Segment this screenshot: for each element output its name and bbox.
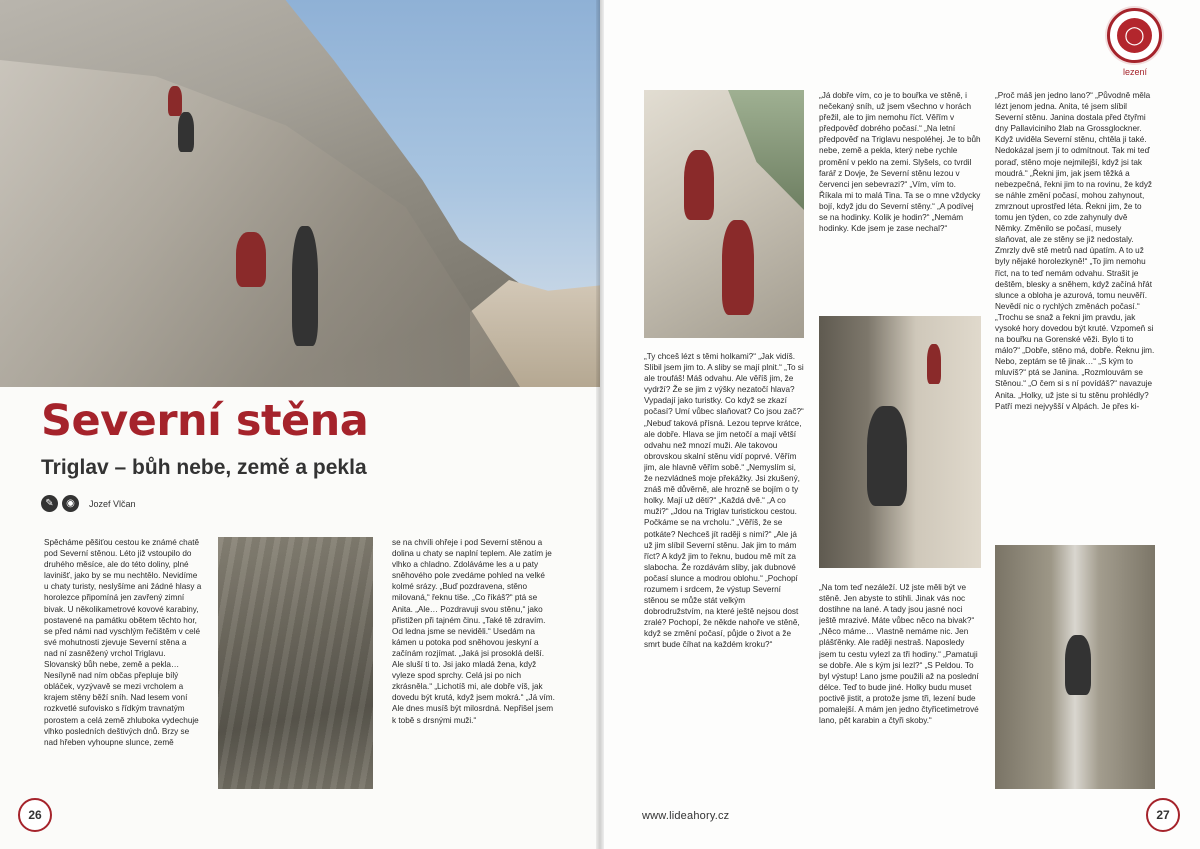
page-right xyxy=(600,0,1200,849)
carabiner-icon: ◯ xyxy=(1117,18,1152,53)
climber-figure xyxy=(168,86,182,116)
photo-climber-between-rocks xyxy=(995,545,1155,789)
text-column-right-2 xyxy=(819,90,981,306)
article-title: Severní stěna xyxy=(41,396,369,446)
byline xyxy=(41,495,136,512)
climber-figure xyxy=(236,232,266,287)
climber-figure xyxy=(927,344,941,384)
climber-figure xyxy=(1065,635,1091,695)
pen-icon: ✎ xyxy=(41,495,58,512)
website-url: www.lideahory.cz xyxy=(642,810,730,822)
body-text: Spěcháme pěšiťou cestou ke známé chatě pod Severní stěnou. Léto již vstoupilo do druhého měsíce, ale do této doliny, plné lavinišť, jako by se mu nechtělo. Nevidíme u chaty turisty, neslyšíme ani žádné hlasy a horolezce připomíná jen zavřený zimní bivak. U několikametrové kovové karabiny, postavené na památku obětem těchto hor, se před námi nad vyschlým řečištěm v celé své mohutnosti zjevuje Severní stěna a nad ní zasněžený vrchol Triglavu. Slovanský bůh nebe, země a pekla… Nesílyně nad ním občas přepluje bílý obláček, vyzývavě se mezi vrcholem a krajem stěny běží sníh. Nad lesem voní rozkvetlé sufovisko s řídkým travnatým porostem a celá země zhluboka vydechuje vlhko posledních deštivých dnů. Brzy se nad hřeben vyhoupne slunce, země xyxy=(44,538,202,747)
climber-figure xyxy=(292,226,318,346)
photo-rock-wall xyxy=(218,537,373,789)
photo-climbers-in-chimney xyxy=(819,316,981,568)
section-label: lezení xyxy=(1122,67,1148,77)
text-column-right-1 xyxy=(644,351,804,799)
spread-gutter xyxy=(596,0,604,849)
camera-icon: ◉ xyxy=(62,495,79,512)
text-column-right-3 xyxy=(819,582,981,794)
climber-figure xyxy=(722,220,754,315)
body-text: „Proč máš jen jedno lano?“ „Původně měla lézt jenom jedna. Anita, té jsem slíbil Severní stěnu. Janina dostala před čtyřmi dny Pallavicinihо žlab na Grossglockner. Když uviděla Severní stěnu, chtěla ji také. Nedokázal jsem jí to odmítnout. Tak mi teď poraď, stěno moje nejmilejší, když jsi tak moudrá.“ „Řekni jim, jak jsem těžká a nebezpečná, řekni jim to na rovinu, že když se náhle změní počasí, mohou zahynout, zmrznout uprostřed léta. Řekni jim, že to tomu jen týden, co zde zahynuly dvě Němky. Změnilo se počasí, musely slaňovat, ale ze stěny se již nedostaly. Zmrzly dvě stě metrů nad úpatím. A to už byly nějaké horolezkyně!“ „To jim nemohu říct, na to teď nemám odvahu. Strašit je deštěm, blesky a sněhem, když začíná hřát slunce a obloha je azurová, tomu neuvěří. Nevědí nic o rychlých změnách počasí.“ „Trochu se snaž a řekni jim pravdu, jak vysoké hory dovedou být kruté. Vzpomeň si na bouřku na Gorenské věži. Bylo ti to málo?“ „Dobře, stěno má, dobře. Řeknu jim. Nebo, zeptám se tě jinak…“ „S kým to mluvíš?“ ptá se Janina. „Rozmlouvám se Stěnou.“ „O čem si s ní povídáš?“ navazuje Anita. „Holky, už jste si tu stěnu prohlédly? Patří mezi nejvyšší v Alpách. Je přes ki- xyxy=(995,91,1155,411)
body-text: „Na tom teď nezáleží. Už jste měli být ve stěně. Jen abyste to stihli. Jinak vás noc dostihne na lané. A tady jsou jasné noci ještě mrazivé. Máte vůbec něco na bivak?“ „Něco máme… Vlastně nemáme nic. Jen plášťěnky. Ale raději nestraš. Naposledy jsem tu cestu vylezl za tři hodiny.“ „Pamatuji se dobře. Ale s kým jsi lezl?“ „S Peldou. To byl výstup! Lano jsme použili až na poslední délce. Teď to bude jiné. Holky budu muset poctivě jistit, a protože jsme tři, lezení bude pomalejší. A mám jen jedno čtyřicetimetrové lano, pět karabin a čtyři skoby.“ xyxy=(819,583,979,726)
body-text: „Ty chceš lézt s těmi holkami?“ „Jak vidíš. Slíbil jsem jim to. A sliby se mají plnit.“ „To si ale troufáš! Máš odvahu. Ale věříš jim, že vydrží? Že se jim z výšky nezatočí hlava? Vypadají jako turistky. Co když se zkazí počasí? Umí vůbec slaňovat? Co jsou zač?“ „Nebuď taková přísná. Lezou teprve krátce, ale dobře. Hlava se jim netočí a mají větší odvahu než mnozí muži. Ale takovou obrovskou skalní stěnu vidí poprvé. Věřím jim, ale hlavně věřím sobě.“ „Nemyslím si, že nezvládneš moje překážky. Jsi zkušený, znáš mě důvěrně, ale hrozně se bojím o ty holky. Mají už děti?“ „Každá dvě.“ „A co muži?“ „Jdou na Triglav turistickou cestou. Počkáme se na vrcholu.“ „Věříš, že se potkáte? Nechceš jít raději s nimi?“ „Ale já už jim slíbil Severní stěnu. Jak jim to mám říct? A když jim to řeknu, budou mě mít za slabocha. Že rozdávám sliby, jak dubnové počasí slunce a modrou oblohu.“ „Pochopí rozumem i srdcem, že výstup Severní stěnou se může stát velkým dobrodružstvím, na které ještě nejsou dost zralé? Pochopí, že někde nahoře ve stěně, když se změní počasí, půjde o život a že smrt bude číhat na každém kroku?“ xyxy=(644,352,804,650)
author-name: Jozef Vlčan xyxy=(89,498,136,509)
text-column-right-4 xyxy=(995,90,1155,538)
climber-figure xyxy=(178,112,194,152)
body-text: „Já dobře vím, co je to bouřka ve stěně, i nečekaný sníh, už jsem všechno v horách přežil, ale to jim nemohu říct. Věřím v předpověď dobrého počasí.“ „Na letní předpověď na Triglavu nespoléhej. Je to bůh nebe, země a pekla, který nebe rychle promění v peklo na zemi. Slyšels, co tvrdil farář z Dovje, že Severní stěnu lezou v červenci jen sebevrazi?“ „Vím, vím to. Říkala mi to malá Tina. Ta se o mne vždycky bojí, když jdu do Severní stěny.“ „A podívej se na hodinky. Kolik je hodin?“ „Nemám hodinky. Kde jsem je zase nechal?“ xyxy=(819,91,981,234)
text-column-left-2 xyxy=(392,537,557,792)
body-text: se na chvíli ohřeje i pod Severní stěnou a dolina u chaty se naplní teplem. Ale zatím je vlhko a chladno. Zdoláváme les a u paty sněhového pole zvedáme pohled na velké kolmé srázy. „Buď pozdravena, stěno milovaná,“ řeknu tiše. „Co říkáš?“ ptá se Anita. „Ale… Pozdravuji svou stěnu,“ jako přistižen při tajném činu. „Také tě zdravím. Od ledna jsme se neviděli.“ Usedám na kámen u potoka pod sněhovou jeskyní a začínám rozjímat. „Jaká jsi prosoklá delší. Ale sluší ti to. Jsi jako mladá žena, když vyleze spod sprchy. Celá jsi po nich zkrásněla.“ „Lichotíš mi, ale dobře víš, jak dovedu být krutá, když jsem mokrá.“ „Já vím. Ale dnes musíš být milosrdná. Nepřišel jsem k tobě s drsnými muži.“ xyxy=(392,538,555,725)
photo-climbers-on-ridge xyxy=(644,90,804,338)
article-subtitle: Triglav – bůh nebe, země a pekla xyxy=(41,456,367,479)
page-number-right: 27 xyxy=(1146,798,1180,832)
text-column-left-1 xyxy=(44,537,202,792)
hero-photo-climbers-on-rock-face xyxy=(0,0,600,387)
section-badge xyxy=(1107,8,1162,63)
page-number-left: 26 xyxy=(18,798,52,832)
climber-figure xyxy=(684,150,714,220)
climber-figure xyxy=(867,406,907,506)
